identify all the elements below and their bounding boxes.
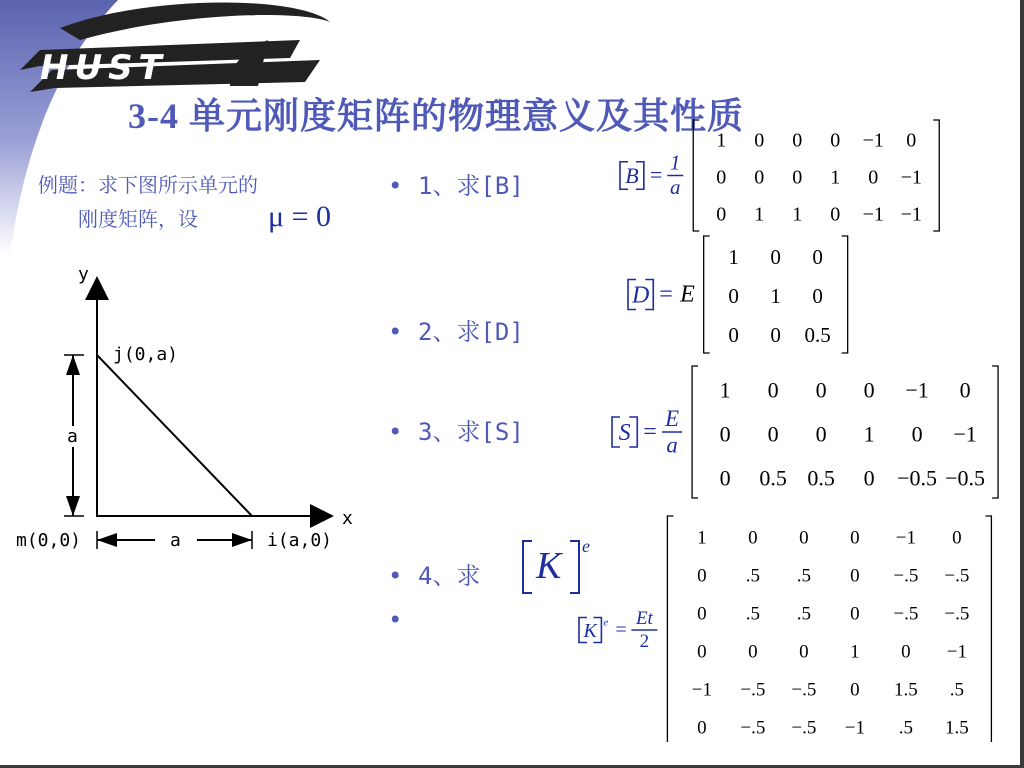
mu-equation: μ = 0: [268, 200, 332, 233]
width-label: a: [170, 530, 181, 551]
matrix-bracket-left: [693, 120, 699, 231]
dimension-arrow-left-icon: [97, 533, 117, 547]
matrix-cell: −.5: [740, 679, 766, 701]
matrix-cell: 0: [868, 166, 879, 189]
label-superscript: e: [603, 616, 609, 629]
dimension-arrow-down-icon: [66, 496, 80, 516]
page-title: 3-4 单元刚度矩阵的物理意义及其性质: [128, 96, 744, 136]
matrix-cell: 0: [911, 421, 923, 447]
factor-numerator: E: [665, 406, 680, 431]
matrix-bracket-right: [985, 516, 991, 742]
matrix-cell: 0: [697, 717, 707, 739]
y-axis-label: y: [78, 264, 89, 285]
matrix-cell: −1: [691, 679, 713, 701]
matrix-cell: 0: [770, 323, 781, 348]
matrix-cell: −1: [844, 717, 866, 739]
matrix-cell: 0: [719, 421, 731, 447]
matrix-cell: 0: [716, 166, 727, 189]
matrix-cell: 0: [728, 284, 739, 309]
matrix-cell: 0: [697, 641, 707, 663]
matrix-cell: 1: [792, 203, 803, 226]
matrix-cell: −0.5: [945, 465, 986, 491]
matrix-cell: 0: [959, 377, 971, 403]
matrix-cell: 0: [850, 527, 860, 549]
dimension-arrow-up-icon: [66, 355, 80, 375]
matrix-B: [614, 118, 944, 234]
matrix-cell: 0: [697, 603, 707, 625]
matrix-cell: 1: [863, 421, 875, 447]
matrix-cell: 0: [863, 465, 875, 491]
matrix-label-letter: K: [583, 619, 597, 642]
matrix-cell: 0.5: [759, 465, 787, 491]
equals-sign: =: [643, 419, 657, 446]
matrix-cell: −.5: [944, 603, 970, 625]
example-line-2: 刚度矩阵，设: [78, 207, 198, 231]
matrix-cell: 0: [748, 527, 758, 549]
triangle-element: [97, 355, 252, 516]
matrix-cell: −1: [895, 527, 917, 549]
bullet-1: [388, 166, 524, 201]
matrix-cell: .5: [949, 679, 965, 701]
node-j-label: j(0,a): [113, 344, 179, 365]
matrix-cell: 1: [770, 284, 781, 309]
bullet-text: 2、求[D]: [418, 318, 524, 346]
matrix-cell: 1.5: [894, 679, 918, 701]
matrix-cell: 0: [799, 527, 809, 549]
matrix-cell: 0: [748, 641, 758, 663]
matrix-cell: −1: [862, 129, 884, 152]
matrix-cell: 0: [754, 166, 765, 189]
matrix-cell: 0: [754, 129, 765, 152]
matrix-cell: −.5: [791, 717, 817, 739]
matrix-cell: 1: [719, 377, 731, 403]
matrix-cell: 0: [719, 465, 731, 491]
k-symbol-letter: K: [536, 545, 562, 587]
matrix-cell: −1: [946, 641, 968, 663]
k-symbol-superscript: e: [582, 536, 590, 556]
x-axis-label: x: [342, 508, 353, 529]
bullet-dot: •: [388, 418, 403, 446]
matrix-cell: −1: [953, 421, 977, 447]
matrix-cell: −.5: [893, 603, 919, 625]
matrix-cell: 0: [812, 284, 823, 309]
bullet-dot: •: [388, 606, 403, 634]
bullet-2: [388, 312, 524, 347]
matrix-cell: 0: [799, 641, 809, 663]
dimension-arrow-right-icon: [232, 533, 252, 547]
matrix-cell: .5: [796, 565, 812, 587]
height-label: a: [67, 426, 78, 447]
matrix-cell: 0: [767, 377, 779, 403]
factor-denominator: a: [670, 175, 681, 200]
matrix-cell: .5: [745, 603, 761, 625]
matrix-cell: −0.5: [897, 465, 938, 491]
matrix-cell: 0: [863, 377, 875, 403]
matrix-cell: 0: [792, 166, 803, 189]
matrix-cell: .5: [796, 603, 812, 625]
matrix-cell: 1.5: [945, 717, 969, 739]
matrix-cell: 0: [850, 603, 860, 625]
matrix-bracket-right: [933, 120, 939, 231]
matrix-cell: −1: [905, 377, 929, 403]
equals-sign: =: [615, 619, 627, 641]
matrix-cell: 0: [901, 641, 911, 663]
matrix-S: [606, 364, 1008, 500]
matrix-cell: 0: [812, 245, 823, 270]
matrix-cell: −1: [900, 166, 922, 189]
matrix-cell: 0: [770, 245, 781, 270]
matrix-bracket-right: [842, 236, 848, 353]
matrix-cell: 0: [850, 565, 860, 587]
matrix-D: [622, 234, 872, 356]
bullet-5: [388, 606, 418, 634]
factor: E: [680, 281, 695, 308]
matrix-cell: −1: [862, 203, 884, 226]
factor-denominator: a: [666, 432, 678, 458]
matrix-cell: 0: [815, 421, 827, 447]
element-diagram: [0, 260, 360, 560]
factor-numerator: Et: [635, 608, 653, 629]
logo-text: HUST: [40, 48, 168, 88]
equals-sign: =: [649, 162, 663, 188]
equals-sign: =: [659, 281, 673, 308]
matrix-label-letter: D: [631, 282, 650, 309]
bullet-3: [388, 412, 524, 447]
matrix-cell: 0: [728, 323, 739, 348]
matrix-cell: 1: [830, 166, 841, 189]
matrix-cell: −.5: [791, 679, 817, 701]
example-line-1: 例题：求下图所示单元的: [38, 173, 258, 197]
matrix-cell: 0.5: [807, 465, 835, 491]
matrix-cell: 1: [850, 641, 860, 663]
node-i-label: i(a,0): [267, 530, 333, 551]
matrix-cell: 1: [728, 245, 739, 270]
matrix-cell: −.5: [740, 717, 766, 739]
matrix-cell: 1: [716, 129, 727, 152]
matrix-bracket-right: [992, 366, 998, 498]
matrix-cell: 0: [830, 203, 841, 226]
factor-numerator: 1: [670, 150, 681, 175]
matrix-cell: −.5: [944, 565, 970, 587]
matrix-cell: 1: [754, 203, 765, 226]
bullet-dot: •: [388, 318, 403, 346]
matrix-cell: 0: [815, 377, 827, 403]
matrix-cell: 0: [697, 565, 707, 587]
matrix-K: [575, 512, 995, 742]
matrix-cell: 0: [850, 679, 860, 701]
bullet-text: 3、求[S]: [418, 418, 524, 446]
matrix-bracket-left: [704, 236, 710, 353]
right-border: [1020, 0, 1024, 768]
matrix-bracket-left: [692, 366, 698, 498]
matrix-cell: 0: [716, 203, 727, 226]
matrix-bracket-left: [667, 516, 673, 742]
matrix-cell: −.5: [893, 565, 919, 587]
matrix-cell: 1: [697, 527, 707, 549]
matrix-cell: .5: [745, 565, 761, 587]
matrix-cell: 0: [906, 129, 917, 152]
bullet-dot: •: [388, 562, 403, 590]
bullet-4: [388, 556, 480, 591]
factor-denominator: 2: [639, 631, 650, 652]
matrix-cell: 0: [830, 129, 841, 152]
matrix-cell: 0.5: [804, 323, 831, 348]
matrix-cell: −1: [900, 203, 922, 226]
bullet-text: 4、求: [418, 562, 481, 590]
matrix-label-letter: B: [625, 162, 639, 188]
matrix-cell: .5: [898, 717, 914, 739]
matrix-label-letter: S: [618, 420, 631, 447]
matrix-cell: 0: [767, 421, 779, 447]
bullet-text: 1、求[B]: [418, 172, 524, 200]
matrix-cell: 0: [952, 527, 962, 549]
matrix-cell: 0: [792, 129, 803, 152]
node-m-label: m(0,0): [16, 530, 82, 551]
bullet-dot: •: [388, 172, 403, 200]
